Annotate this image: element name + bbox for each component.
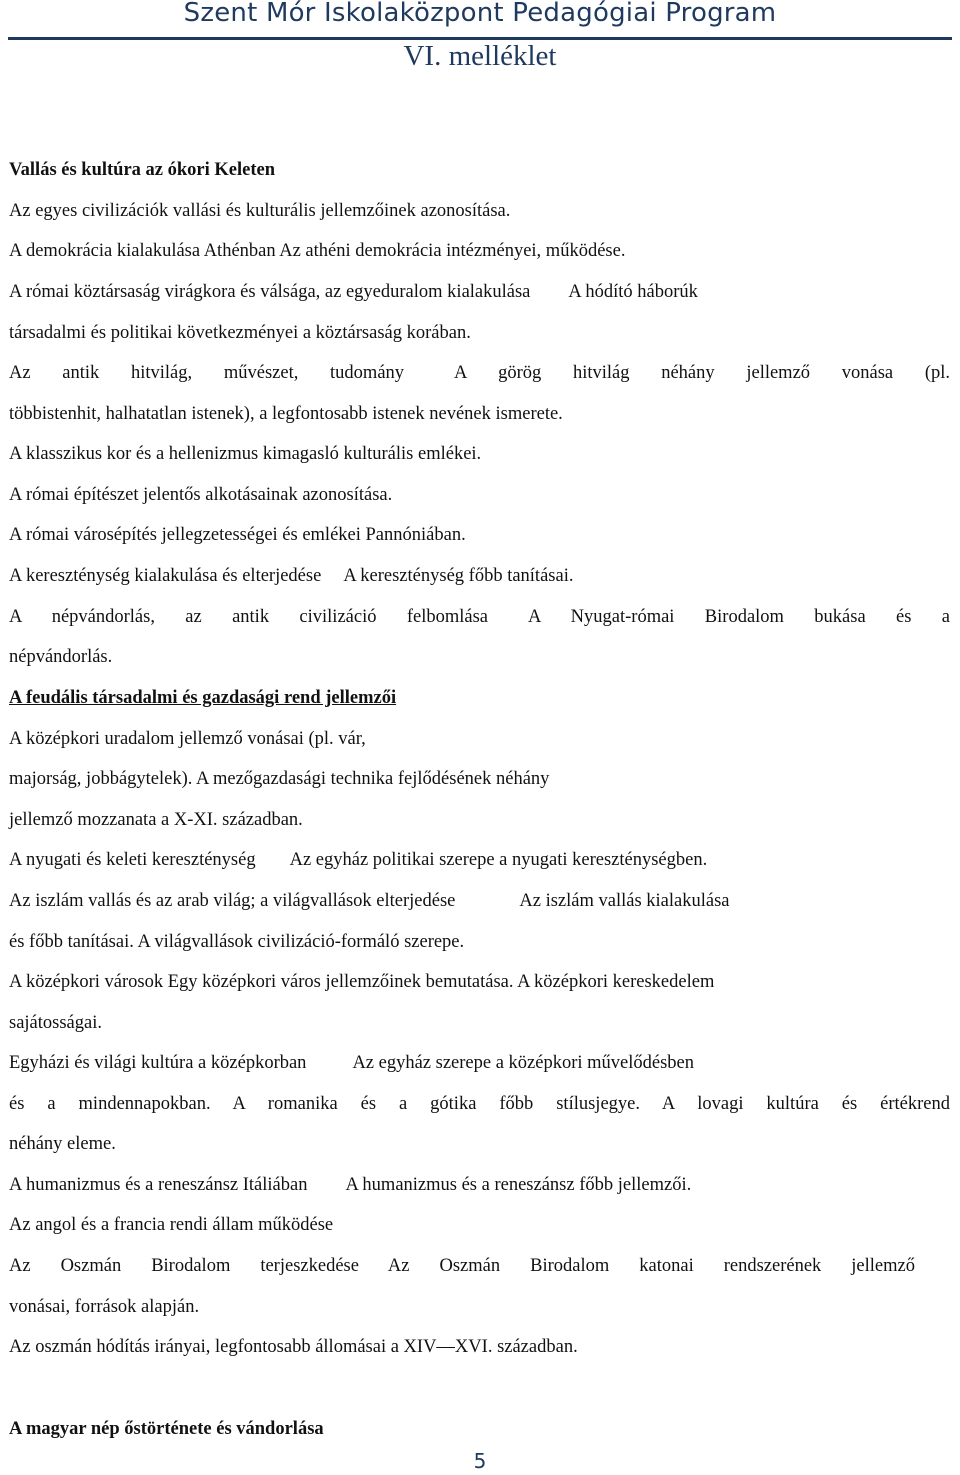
topic-detail: Az egyház politikai szerepe a nyugati kereszténységben. xyxy=(289,850,708,870)
topic-detail: A görög hitvilág néhány jellemző vonása (pl. xyxy=(454,363,951,383)
text-line xyxy=(9,889,730,913)
topic-label: A kereszténység kialakulása és elterjedése xyxy=(9,566,322,586)
header-title: Szent Mór Iskolaközpont Pedagógiai Program xyxy=(183,0,777,28)
text-line: Az angol és a francia rendi állam működése xyxy=(9,1215,334,1235)
text-line: népvándorlás. xyxy=(9,647,113,667)
text-line xyxy=(9,564,573,588)
topic-detail: A hódító háborúk xyxy=(568,282,698,302)
text-line: többistenhit, halhatatlan istenek), a legfontosabb istenek nevének ismerete. xyxy=(9,404,563,424)
text-line xyxy=(9,605,950,629)
text-line: A klasszikus kor és a hellenizmus kimagasló kulturális emlékei. xyxy=(9,444,482,464)
text-line: jellemző mozzanata a X-XI. században. xyxy=(9,810,303,830)
text-line: néhány eleme. xyxy=(9,1134,116,1154)
topic-label: Az iszlám vallás és az arab világ; a világvallások elterjedése xyxy=(9,891,456,911)
text-line: A római városépítés jellegzetességei és emlékei Pannóniában. xyxy=(9,525,466,545)
topic-detail: A humanizmus és a reneszánsz főbb jellemzői. xyxy=(345,1175,692,1195)
topic-detail: A kereszténység főbb tanításai. xyxy=(343,566,574,586)
section-heading: A feudális társadalmi és gazdasági rend jellemzői xyxy=(9,688,397,708)
topic-label: A népvándorlás, az antik civilizáció felbomlása xyxy=(9,607,488,627)
topic-label: A római köztársaság virágkora és válsága, az egyeduralom kialakulása xyxy=(9,282,531,302)
section-heading: Vallás és kultúra az ókori Keleten xyxy=(9,160,276,180)
text-line: A középkori városok Egy középkori város jellemzőinek bemutatása. A középkori kereskedelem xyxy=(9,972,715,992)
text-line: A demokrácia kialakulása Athénban Az athéni demokrácia intézményei, működése. xyxy=(9,241,626,261)
topic-label: Egyházi és világi kultúra a középkorban xyxy=(9,1053,307,1073)
text-line: vonásai, források alapján. xyxy=(9,1297,200,1317)
text-line: Az oszmán hódítás irányai, legfontosabb állomásai a XIV—XVI. században. xyxy=(9,1337,578,1357)
text-line xyxy=(9,1173,691,1197)
text-line: majorság, jobbágytelek). A mezőgazdasági technika fejlődésének néhány xyxy=(9,769,550,789)
text-line: A római építészet jelentős alkotásainak azonosítása. xyxy=(9,485,393,505)
page-number: 5 xyxy=(473,1449,487,1473)
text-line xyxy=(9,1051,694,1075)
topic-detail: Az egyház szerepe a középkori művelődésben xyxy=(352,1053,695,1073)
text-line: sajátosságai. xyxy=(9,1013,102,1033)
section-heading: A magyar nép őstörténete és vándorlása xyxy=(9,1419,324,1439)
text-line: társadalmi és politikai következményei a köztársaság korában. xyxy=(9,323,471,343)
topic-label: Az antik hitvilág, művészet, tudomány xyxy=(9,363,405,383)
header-subtitle: VI. melléklet xyxy=(403,40,557,72)
topic-detail: A Nyugat-római Birodalom bukása és a xyxy=(527,607,950,627)
topic-label: A humanizmus és a reneszánsz Itáliában xyxy=(9,1175,308,1195)
text-line: és főbb tanításai. A világvallások civilizáció-formáló szerepe. xyxy=(9,932,465,952)
text-line: és a mindennapokban. A romanika és a gótika főbb stílusjegye. A lovagi kultúra és értékrend xyxy=(9,1094,950,1114)
topic-detail: Az iszlám vallás kialakulása xyxy=(519,891,730,911)
topic-label: A nyugati és keleti kereszténység xyxy=(9,850,256,870)
text-line: Az Oszmán Birodalom terjeszkedése Az Oszmán Birodalom katonai rendszerének jellemző xyxy=(9,1256,915,1276)
text-line xyxy=(9,848,707,872)
text-line: A középkori uradalom jellemző vonásai (pl. vár, xyxy=(9,729,366,749)
text-line xyxy=(9,361,950,385)
text-line: Az egyes civilizációk vallási és kulturális jellemzőinek azonosítása. xyxy=(9,201,511,221)
text-line xyxy=(9,280,698,304)
